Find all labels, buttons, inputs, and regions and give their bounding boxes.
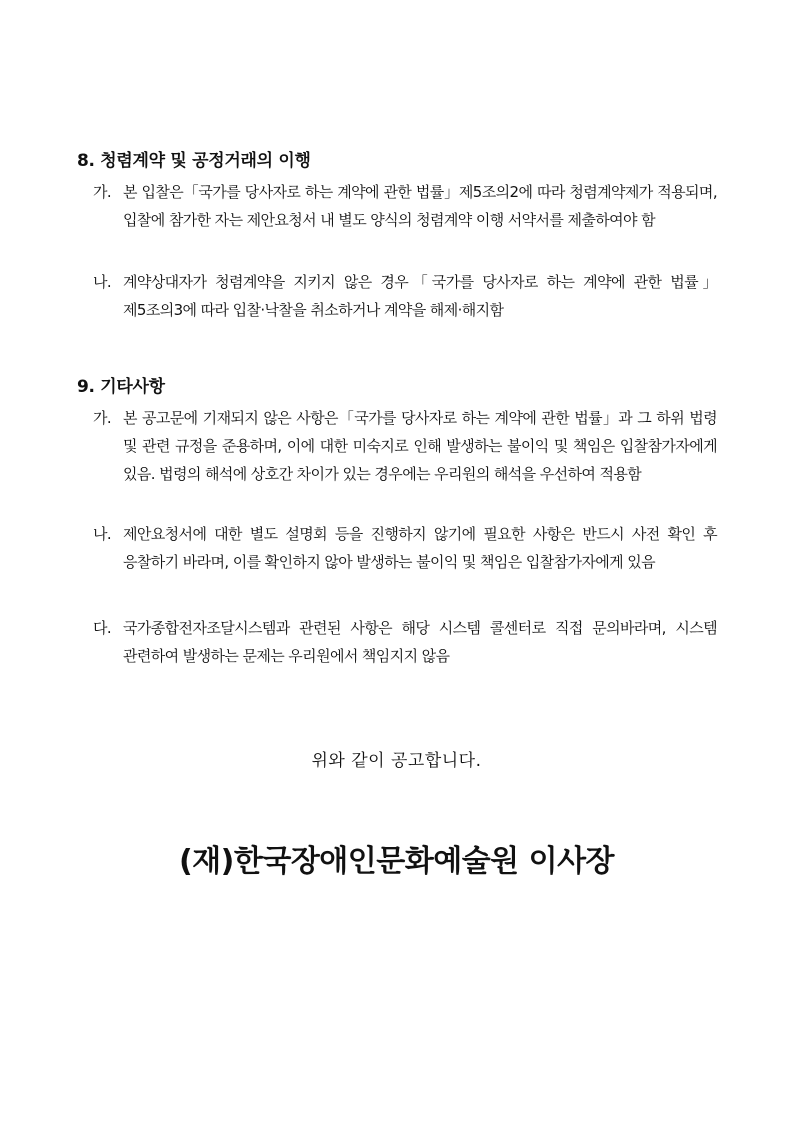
section-8-heading: 8. 청렴계약 및 공정거래의 이행 — [77, 151, 311, 171]
item-marker: 나. — [93, 525, 112, 543]
item-text: 계약상대자가 청렴계약을 지키지 않은 경우「국가를 당사자로 하는 계약에 관한 법률」제5조의3에 따라 입찰·낙찰을 취소하거나 계약을 해제·해지함 — [123, 273, 717, 319]
closing-statement: 위와 같이 공고합니다. — [311, 751, 482, 771]
section-9-heading: 9. 기타사항 — [77, 377, 165, 397]
item-marker: 가. — [93, 409, 112, 427]
item-marker: 다. — [93, 619, 112, 637]
item-marker: 가. — [93, 183, 112, 201]
section-9-item-da — [93, 614, 717, 670]
section-9-item-na — [93, 520, 717, 576]
section-9-item-ga — [93, 404, 717, 488]
item-text: 본 입찰은「국가를 당사자로 하는 계약에 관한 법률」제5조의2에 따라 청렴계약제가 적용되며, 입찰에 참가한 자는 제안요청서 내 별도 양식의 청렴계약 이행 서약서를 제출하여야 함 — [123, 183, 717, 229]
section-8-item-ga — [93, 178, 717, 234]
item-text: 국가종합전자조달시스템과 관련된 사항은 해당 시스템 콜센터로 직접 문의바라며, 시스템 관련하여 발생하는 문제는 우리원에서 책임지지 않음 — [123, 619, 717, 665]
item-marker: 나. — [93, 273, 112, 291]
issuer-signature: (재)한국장애인문화예술원 이사장 — [178, 844, 615, 879]
item-text: 본 공고문에 기재되지 않은 사항은「국가를 당사자로 하는 계약에 관한 법률」과 그 하위 법령 및 관련 규정을 준용하며, 이에 대한 미숙지로 인해 발생하는 불이익 및 책임은 입찰참가자에게 있음. 법령의 해석에 상호간 차이가 있는 경우에는 우리원의 해석을 우선하여 적용함 — [123, 409, 717, 483]
item-text: 제안요청서에 대한 별도 설명회 등을 진행하지 않기에 필요한 사항은 반드시 사전 확인 후 응찰하기 바라며, 이를 확인하지 않아 발생하는 불이익 및 책임은 입찰참가자에게 있음 — [123, 525, 717, 571]
section-8-item-na — [93, 268, 717, 324]
